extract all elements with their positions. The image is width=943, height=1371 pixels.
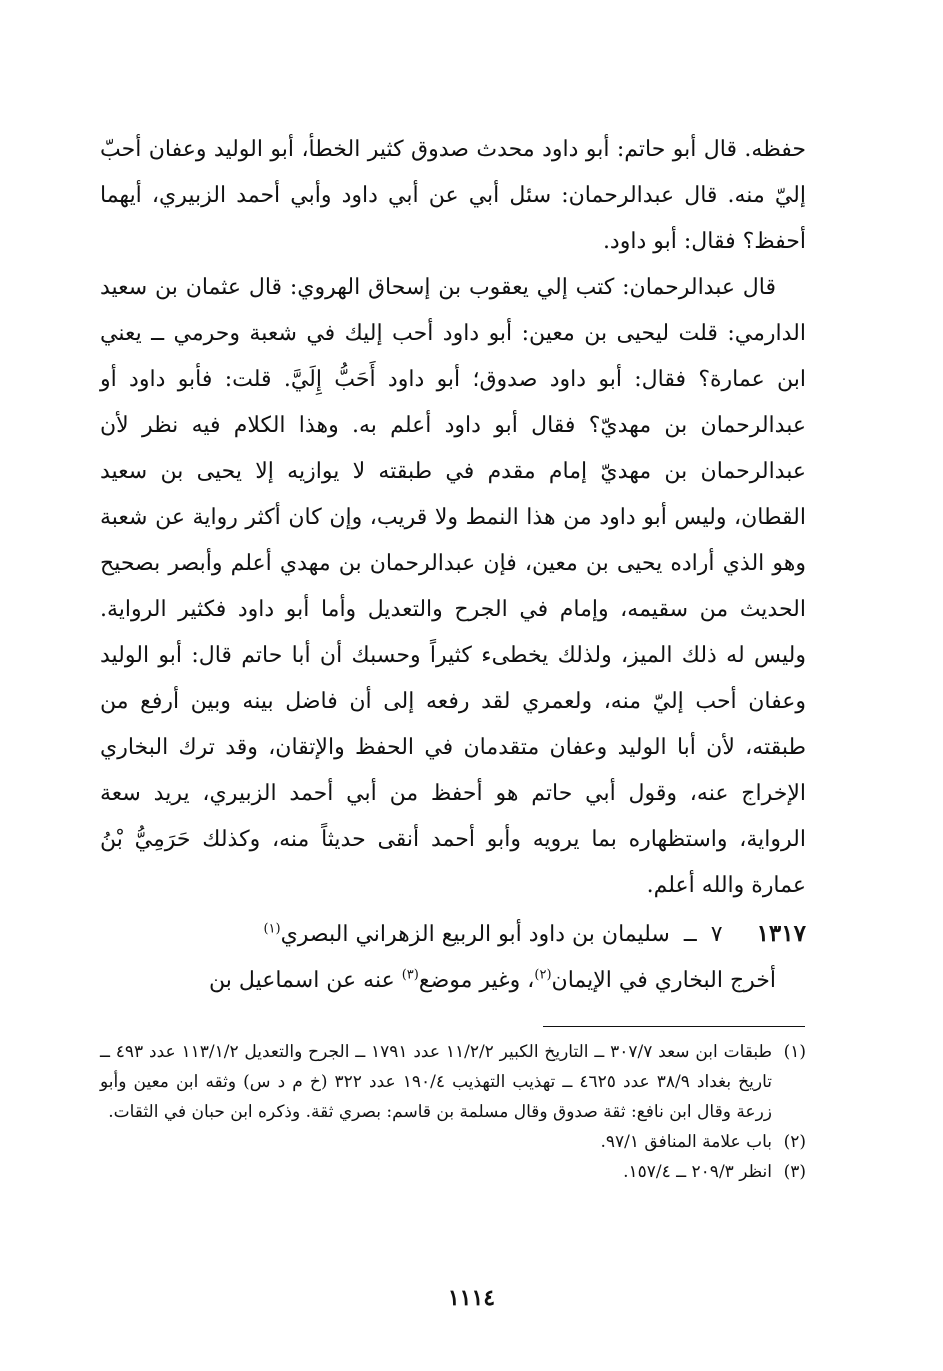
- entry-number: ١٣١٧: [756, 920, 806, 947]
- footnote-ref-2: (٢): [534, 967, 552, 983]
- footnote-number: (١): [783, 1042, 806, 1062]
- paragraph-3-part-a: أخرج البخاري في الإيمان: [551, 968, 776, 993]
- footnote-ref-3: (٣): [401, 967, 419, 983]
- entry-title-text: سليمان بن داود أبو الربيع الزهراني البصري: [280, 922, 670, 947]
- paragraph-3: [100, 958, 806, 1004]
- footnote-text: باب علامة المنافق ٩٧/١.: [600, 1132, 772, 1152]
- paragraph-1: حفظه. قال أبو حاتم: أبو داود محدث صدوق كثير الخطأ، أبو الوليد وعفان أحبّ إليّ منه. قال عبدالرحمان: سئل أبي عن أبي داود وأبي أحمد الزبيري، أيهما أحفظ؟ فقال: أبو داود.: [100, 137, 806, 254]
- footnotes: [100, 1037, 806, 1187]
- footnote-text: طبقات ابن سعد ٣٠٧/٧ ــ التاريخ الكبير ١١/٢/٢ عدد ١٧٩١ ــ الجرح والتعديل ١١٣/١/٢ عدد ٤٩٣ ــ تاريخ بغداد ٣٨/٩ عدد ٤٦٢٥ ــ تهذيب التهذيب ١٩٠/٤ عدد ٣٢٢ (خ م د س) وثقه ابن معين وأبو زرعة وقال ابن نافع: ثقة صدوق وقال مسلمة بن قاسم: بصري ثقة. وذكره ابن حبان في الثقات.: [100, 1042, 773, 1122]
- main-text: [100, 127, 806, 1004]
- footnote-number: (٢): [783, 1132, 806, 1152]
- footnote-3: [100, 1157, 806, 1187]
- footnote-1: [100, 1037, 806, 1127]
- entry-title: [263, 912, 669, 958]
- footnote-ref-1: (١): [263, 921, 281, 937]
- footnote-text: انظر ٢٠٩/٣ ــ ١٥٧/٤.: [623, 1162, 772, 1182]
- footnote-2: [100, 1127, 806, 1157]
- entry-dash: ــ: [683, 922, 697, 947]
- biography-entry-heading: [100, 911, 806, 958]
- entry-sequence: ٧: [710, 922, 723, 947]
- paragraph-3-part-b: ، وغير موضع: [418, 968, 535, 993]
- paragraph-2: قال عبدالرحمان: كتب إلي يعقوب بن إسحاق الهروي: قال عثمان بن سعيد الدارمي: قلت ليحيى بن معين: أبو داود أحب إليك في شعبة وحرمي ــ يعني ابن عمارة؟ فقال: أبو داود صدوق؛ أبو داود أَحَبُّ إِلَيَّ. قلت: فأبو داود أو عبدالرحمان بن مهديّ؟ فقال أبو داود أعلم به. وهذا الكلام فيه نظر لأن عبدالرحمان بن مهديّ إمام مقدم في طبقته لا يوازيه إلا يحيى بن سعيد القطان، وليس أبو داود من هذا النمط ولا قريب، وإن كان أكثر رواية عن شعبة وهو الذي أراده يحيى بن معين، فإن عبدالرحمان بن مهدي أعلم وأبصر بصحيح الحديث من سقيمه، وإمام في الجرح والتعديل وأما أبو داود فكثير الرواية. وليس له ذلك الميز، ولذلك يخطىء كثيراً وحسبك أن أبا حاتم قال: أبو الوليد وعفان أحب إليّ منه، ولعمري لقد رفعه إلى أن فاضل بينه وبين أرفع من طبقته، لأن أبا الوليد وعفان متقدمان في الحفظ والإتقان، وقد ترك البخاري الإخراج عنه، وقول أبي حاتم هو أحفظ من أبي أحمد الزبيري، يريد سعة الرواية، واستظهاره بما يرويه وأبو أحمد أنقى حديثاً منه، وكذلك حَرَمِيُّ بْنُ عمارة والله أعلم.: [100, 275, 806, 898]
- paragraph-3-part-c: عنه عن اسماعيل بن: [209, 968, 402, 993]
- footnote-separator: [543, 1026, 805, 1027]
- page-number: ١١١٤: [447, 1285, 496, 1311]
- footnote-number: (٣): [783, 1162, 806, 1182]
